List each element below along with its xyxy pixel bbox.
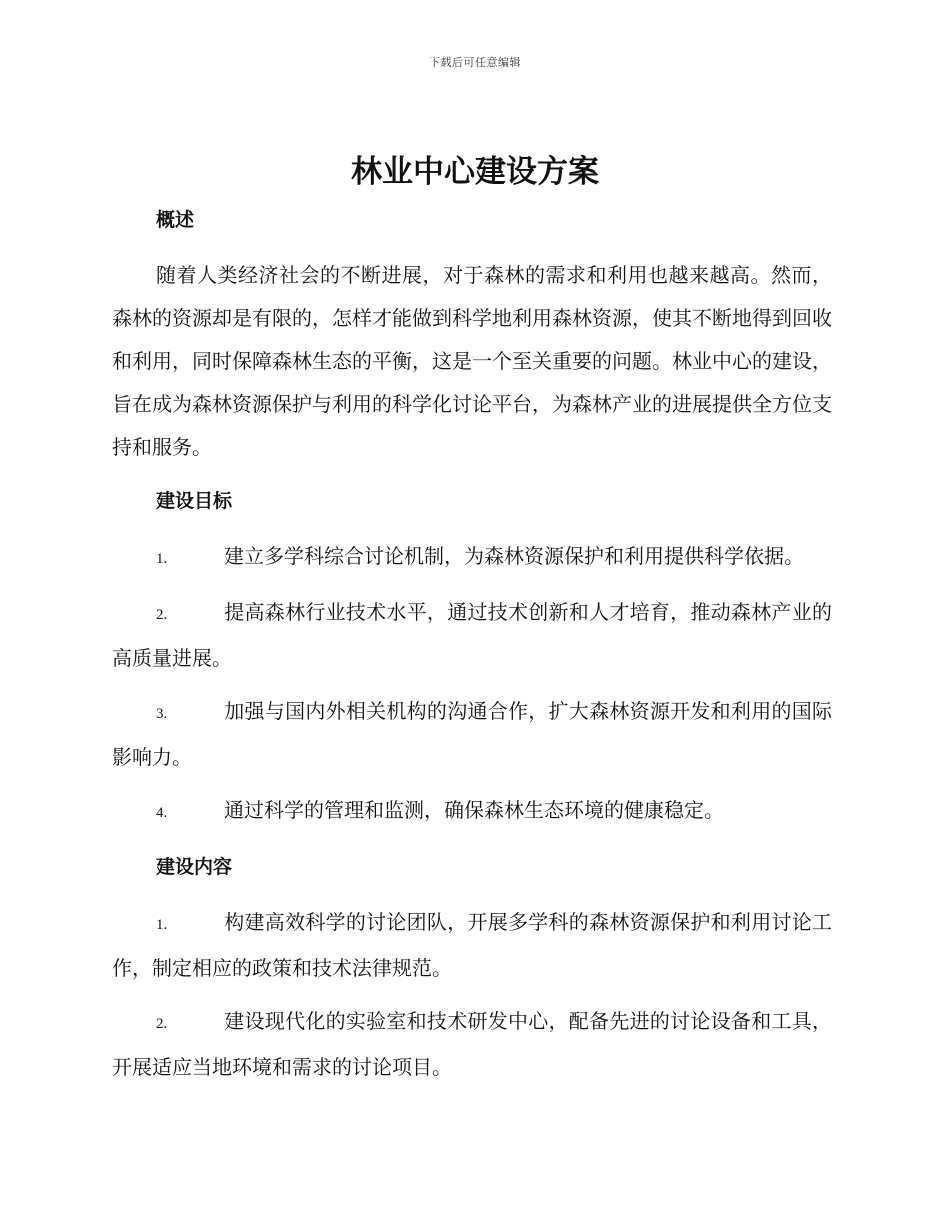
- list-item: [112, 591, 832, 680]
- list-item-text: 提高森林行业技术水平，通过技术创新和人才培育，推动森林产业的高质量进展。: [112, 600, 832, 670]
- list-item-number: 1.: [156, 551, 168, 567]
- list-item-text: 建设现代化的实验室和技术研发中心，配备先进的讨论设备和工具，开展适应当地环境和需求的讨论项目。: [112, 1009, 832, 1079]
- list-item-text: 通过科学的管理和监测，确保森林生态环境的健康稳定。: [224, 798, 724, 822]
- overview-paragraph: 随着人类经济社会的不断进展，对于森林的需求和利用也越来越高。然而，森林的资源却是有限的，怎样才能做到科学地利用森林资源，使其不断地得到回收和利用，同时保障森林生态的平衡，这是一个至关重要的问题。林业中心的建设，旨在成为森林资源保护与利用的科学化讨论平台，为森林产业的进展提供全方位支持和服务。: [112, 263, 832, 459]
- list-item: [112, 789, 832, 835]
- list-item: [112, 535, 832, 581]
- list-item-text: 构建高效科学的讨论团队，开展多学科的森林资源保护和利用讨论工作，制定相应的政策和技术法律规范。: [112, 910, 832, 980]
- list-item-number: 1.: [156, 917, 168, 933]
- section-heading-content: 建设内容: [156, 856, 233, 878]
- list-item-number: 2.: [156, 1016, 168, 1032]
- list-item: [112, 1000, 832, 1089]
- section-heading-overview: 概述: [156, 209, 195, 231]
- list-item-number: 4.: [156, 805, 168, 821]
- list-item-number: 3.: [156, 706, 168, 722]
- page-title: 林业中心建设方案: [351, 154, 599, 190]
- list-item: [112, 690, 832, 779]
- document-body: [112, 198, 832, 1089]
- section-heading-goals: 建设目标: [156, 490, 233, 512]
- list-item-number: 2.: [156, 607, 168, 623]
- list-item: [112, 901, 832, 990]
- list-item-text: 加强与国内外相关机构的沟通合作，扩大森林资源开发和利用的国际影响力。: [112, 699, 832, 769]
- header-note: 下载后可任意编辑: [429, 56, 521, 69]
- list-item-text: 建立多学科综合讨论机制，为森林资源保护和利用提供科学依据。: [224, 544, 804, 568]
